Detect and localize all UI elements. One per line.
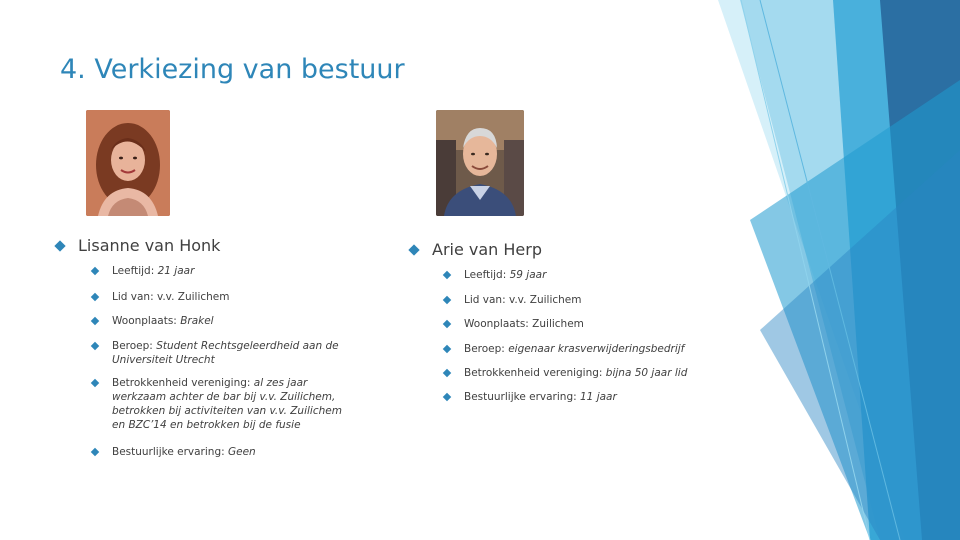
photo-arie — [436, 110, 524, 216]
bullet-diamond-icon — [91, 267, 99, 275]
bullet-diamond-icon — [443, 271, 451, 279]
bullet-diamond-icon — [91, 448, 99, 456]
list-item: Woonplaats: Brakel — [92, 314, 352, 328]
list-item: Betrokkenheid vereniging: al zes jaar werkzaam achter de bar bij v.v. Zuilichem, betrokken bij activiteiten van v.v. Zuilichem en BZC’14 en betrokken bij de fusie — [92, 376, 356, 432]
list-item: Beroep: Student Rechtsgeleerdheid aan de Universiteit Utrecht — [92, 339, 356, 367]
bullet-diamond-icon — [91, 342, 99, 350]
list-item: Beroep: eigenaar krasverwijderingsbedrijf — [444, 342, 744, 356]
bullet-diamond-icon — [443, 320, 451, 328]
bullet-diamond-icon — [443, 296, 451, 304]
list-item: Leeftijd: 21 jaar — [92, 264, 352, 278]
list-item: Woonplaats: Zuilichem — [444, 317, 734, 331]
portrait-woman-icon — [86, 110, 170, 216]
bullet-diamond-icon — [443, 369, 451, 377]
list-item: Lid van: v.v. Zuilichem — [444, 293, 734, 307]
bullet-diamond-icon — [54, 240, 65, 251]
person-2-heading — [410, 240, 542, 259]
bullet-diamond-icon — [91, 293, 99, 301]
list-item: Lid van: v.v. Zuilichem — [92, 290, 352, 304]
bullet-diamond-icon — [443, 393, 451, 401]
person-1-heading — [56, 236, 220, 255]
photo-lisanne — [86, 110, 170, 216]
list-item: Bestuurlijke ervaring: 11 jaar — [444, 390, 734, 404]
bullet-diamond-icon — [91, 317, 99, 325]
bullet-diamond-icon — [408, 244, 419, 255]
bullet-diamond-icon — [443, 345, 451, 353]
person-2-name: Arie van Herp — [432, 240, 543, 259]
page-title: 4. Verkiezing van bestuur — [60, 54, 405, 85]
portrait-man-icon — [436, 110, 524, 216]
list-item: Betrokkenheid vereniging: bijna 50 jaar lid — [444, 366, 744, 380]
list-item: Leeftijd: 59 jaar — [444, 268, 734, 282]
person-1-name: Lisanne van Honk — [78, 236, 221, 255]
list-item: Bestuurlijke ervaring: Geen — [92, 445, 352, 459]
bullet-diamond-icon — [91, 379, 99, 387]
